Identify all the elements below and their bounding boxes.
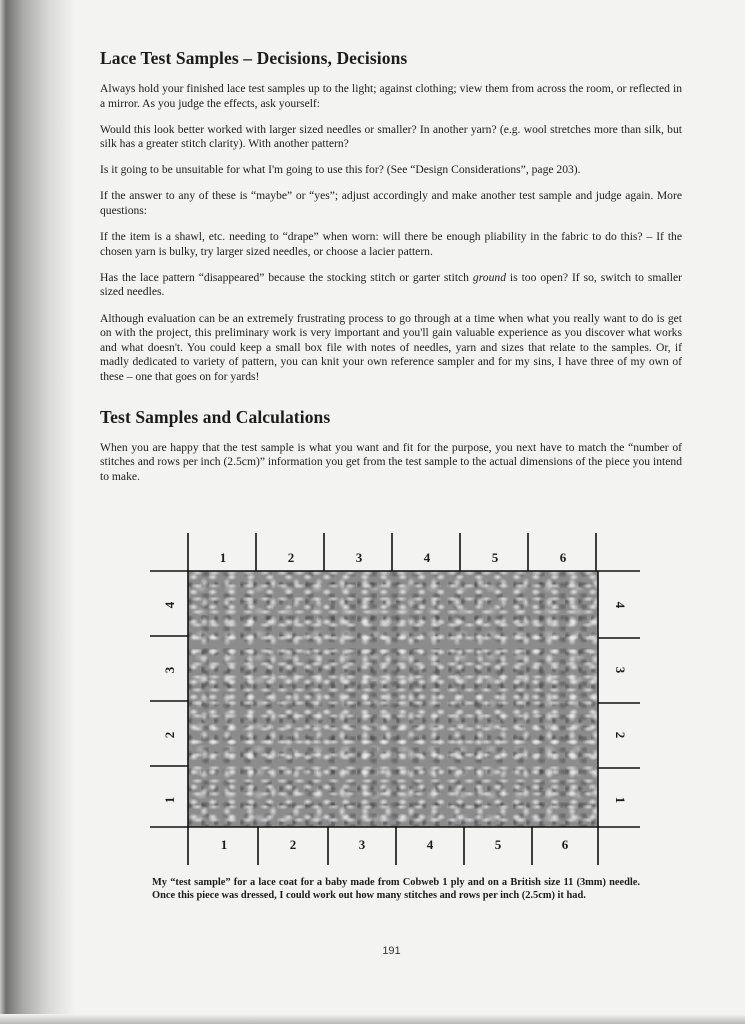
test-sample-figure [150,528,640,870]
top-ruler-label: 6 [559,550,567,565]
top-ruler-label: 4 [423,550,431,565]
page-body [100,48,682,496]
book-spine-shadow [0,0,75,1024]
bottom-ruler-label: 3 [358,837,366,852]
paragraph: Would this look better worked with larger sized needles or smaller? In another yarn? (e.g. wool stretches more than silk, but silk has a greater stitch clarity). With another pattern? [100,122,682,151]
top-ruler-label: 3 [355,550,363,565]
paragraph: When you are happy that the test sample is what you want and fit for the purpose, you next have to match the “number of stitches and rows per inch (2.5cm)” information you get from the test sample to the actual dimensions of the piece you intend to make. [100,440,682,483]
paragraph: Is it going to be unsuitable for what I'm going to use this for? (See “Design Considerations”, page 203). [100,163,581,177]
bottom-ruler-label: 5 [494,837,502,852]
top-ruler-label: 5 [491,550,499,565]
measurement-grid [150,528,640,870]
emphasis-ground: ground [472,270,506,284]
figure-caption: My “test sample” for a lace coat for a baby made from Cobweb 1 ply and on a British size 11 (3mm) needle. Once this piece was dressed, I could work out how many stitches and rows per inch (2.5cm) it had. [152,877,640,901]
left-ruler-label: 4 [162,601,177,609]
left-ruler-label: 2 [162,731,177,739]
paragraph [100,271,682,300]
top-ruler-label: 2 [287,550,295,565]
paragraph-text: Has the lace pattern “disappeared” because the stocking stitch or garter stitch [100,270,473,284]
bottom-ruler-label: 6 [561,837,569,852]
bottom-ruler-label: 4 [426,837,434,852]
paragraph: Although evaluation can be an extremely frustrating process to go through at a time when what you really want to do is get on with the project, this preliminary work is very important and you'll gain valuable experience as you discover what works and what doesn't. You could keep a small box file with notes of needles, yarn and sizes that relate to the samples. Or, if madly dedicated to variety of pattern, you can knit your own reference sampler and for my sins, I have three of my own of these – one that goes on for yards! [100,311,682,383]
bottom-ruler-label: 2 [289,837,297,852]
paragraph: Always hold your finished lace test samples up to the light; against clothing; view them from across the room, or reflected in a mirror. As you judge the effects, ask yourself: [100,82,682,110]
bottom-ruler-label: 1 [220,837,228,852]
paragraph: If the answer to any of these is “maybe” or “yes”; adjust accordingly and make another test sample and judge again. More questions: [100,189,682,218]
section-heading-test-samples-calculations: Test Samples and Calculations [100,406,331,427]
section-heading-lace-test-samples: Lace Test Samples – Decisions, Decisions [100,48,408,68]
page-number [0,945,745,957]
paragraph-text: is too open? If so, switch to smaller sized needles. [100,270,683,299]
right-ruler-label: 3 [613,666,628,674]
left-ruler-label: 1 [162,796,177,804]
right-ruler-label: 1 [613,796,628,804]
page-bottom-edge [0,1014,745,1024]
page-number-text: 191 [382,945,401,957]
right-ruler-label: 2 [613,731,628,739]
top-ruler-label: 1 [219,550,227,565]
right-ruler-label: 4 [613,601,628,609]
left-ruler-label: 3 [162,666,177,674]
paragraph: If the item is a shawl, etc. needing to “drape” when worn: will there be enough pliability in the fabric to do this? – If the chosen yarn is bulky, try larger sized needles, or choose a lacier pattern. [100,230,682,258]
